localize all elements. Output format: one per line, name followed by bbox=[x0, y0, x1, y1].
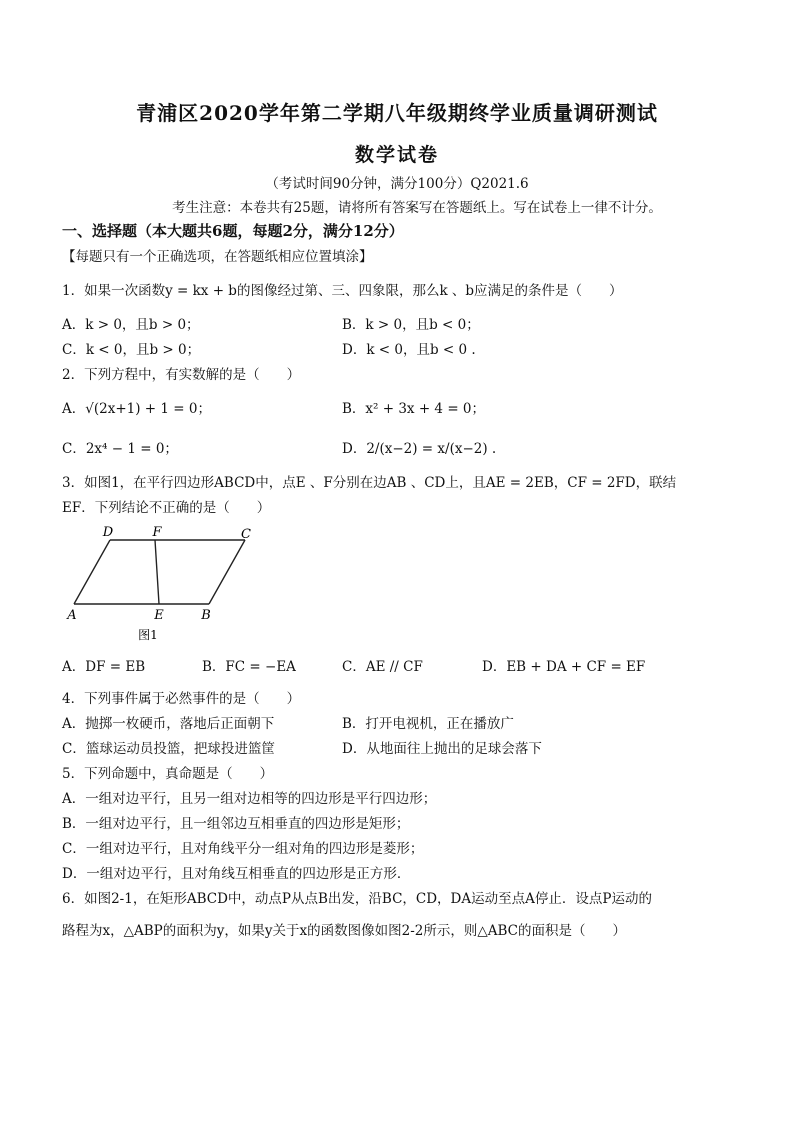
question-1-option-b: B．k > 0，且b < 0； bbox=[342, 317, 480, 333]
exam-notice: 考生注意：本卷共有25题，请将所有答案写在答题纸上。写在试卷上一律不计分。 bbox=[172, 200, 662, 216]
figure-1-caption: 图1 bbox=[138, 628, 158, 642]
question-6-stem-line1: 6．如图2-1，在矩形ABCD中，动点P从点B出发，沿BC，CD，DA运动至点A停止．设点P运动的 bbox=[62, 891, 652, 907]
question-4-option-d: D．从地面往上抛出的足球会落下 bbox=[342, 741, 542, 757]
label-f: F bbox=[152, 525, 162, 540]
question-4-option-b: B．打开电视机，正在播放广 bbox=[342, 716, 514, 732]
question-1-option-d: D．k < 0，且b < 0 . bbox=[342, 342, 476, 358]
question-2-option-b: B．x² + 3x + 4 = 0； bbox=[342, 401, 486, 417]
question-3-stem-line1: 3．如图1，在平行四边形ABCD中，点E 、F分别在边AB 、CD上，且AE = 2EB，CF = 2FD，联结 bbox=[62, 475, 677, 491]
question-2-stem: 2．下列方程中，有实数解的是（ ） bbox=[62, 367, 301, 383]
question-3-option-d: D．EB + DA + CF = EF bbox=[482, 659, 646, 675]
question-1-option-a: A．k > 0，且b > 0； bbox=[62, 317, 200, 333]
figure-1-parallelogram bbox=[60, 522, 270, 647]
question-1-option-c: C．k < 0，且b > 0； bbox=[62, 342, 201, 358]
question-2-option-a: A．√(2x+1) + 1 = 0； bbox=[62, 401, 211, 417]
edge-bc bbox=[209, 540, 245, 604]
label-b: B bbox=[201, 608, 211, 623]
edge-ad bbox=[74, 540, 110, 604]
question-5-option-c: C．一组对边平行，且对角线平分一组对角的四边形是菱形； bbox=[62, 841, 424, 857]
section-heading: 一、选择题（本大题共6题，每题2分，满分12分） bbox=[62, 222, 404, 240]
exam-subtitle: 数学试卷 bbox=[354, 144, 439, 166]
section-instruction: 【每题只有一个正确选项，在答题纸相应位置填涂】 bbox=[62, 249, 373, 265]
label-a: A bbox=[67, 608, 77, 623]
label-e: E bbox=[154, 608, 164, 623]
question-5-stem: 5．下列命题中，真命题是（ ） bbox=[62, 766, 274, 782]
label-c: C bbox=[241, 527, 251, 542]
question-5-option-a: A．一组对边平行，且另一组对边相等的四边形是平行四边形； bbox=[62, 791, 437, 807]
question-3-option-b: B．FC = −EA bbox=[202, 659, 296, 675]
question-4-option-c: C．篮球运动员投篮，把球投进篮筐 bbox=[62, 741, 275, 757]
question-5-option-d: D．一组对边平行，且对角线互相垂直的四边形是正方形． bbox=[62, 866, 411, 882]
exam-title: 青浦区2020学年第二学期八年级期终学业质量调研测试 bbox=[136, 101, 658, 125]
question-1-stem: 1．如果一次函数y = kx + b的图像经过第、三、四象限，那么k 、b应满足的条件是（ ） bbox=[62, 283, 623, 299]
exam-info: （考试时间90分钟，满分100分）Q2021.6 bbox=[265, 176, 529, 192]
label-d: D bbox=[102, 525, 114, 540]
question-3-option-a: A．DF = EB bbox=[62, 659, 146, 675]
question-3-stem-line2: EF．下列结论不正确的是（ ） bbox=[62, 500, 271, 516]
question-6-stem-line2: 路程为x，△ABP的面积为y，如果y关于x的函数图像如图2-2所示，则△ABC的面积是（ ） bbox=[62, 923, 626, 939]
question-2-option-d: D．2/(x−2) = x/(x−2) . bbox=[342, 441, 497, 457]
question-4-option-a: A．抛掷一枚硬币，落地后正面朝下 bbox=[62, 716, 275, 732]
segment-ef bbox=[155, 540, 159, 604]
question-4-stem: 4．下列事件属于必然事件的是（ ） bbox=[62, 691, 301, 707]
question-5-option-b: B．一组对边平行，且一组邻边互相垂直的四边形是矩形； bbox=[62, 816, 410, 832]
question-2-option-c: C．2x⁴ − 1 = 0； bbox=[62, 441, 178, 457]
question-3-option-c: C．AE // CF bbox=[342, 659, 423, 675]
